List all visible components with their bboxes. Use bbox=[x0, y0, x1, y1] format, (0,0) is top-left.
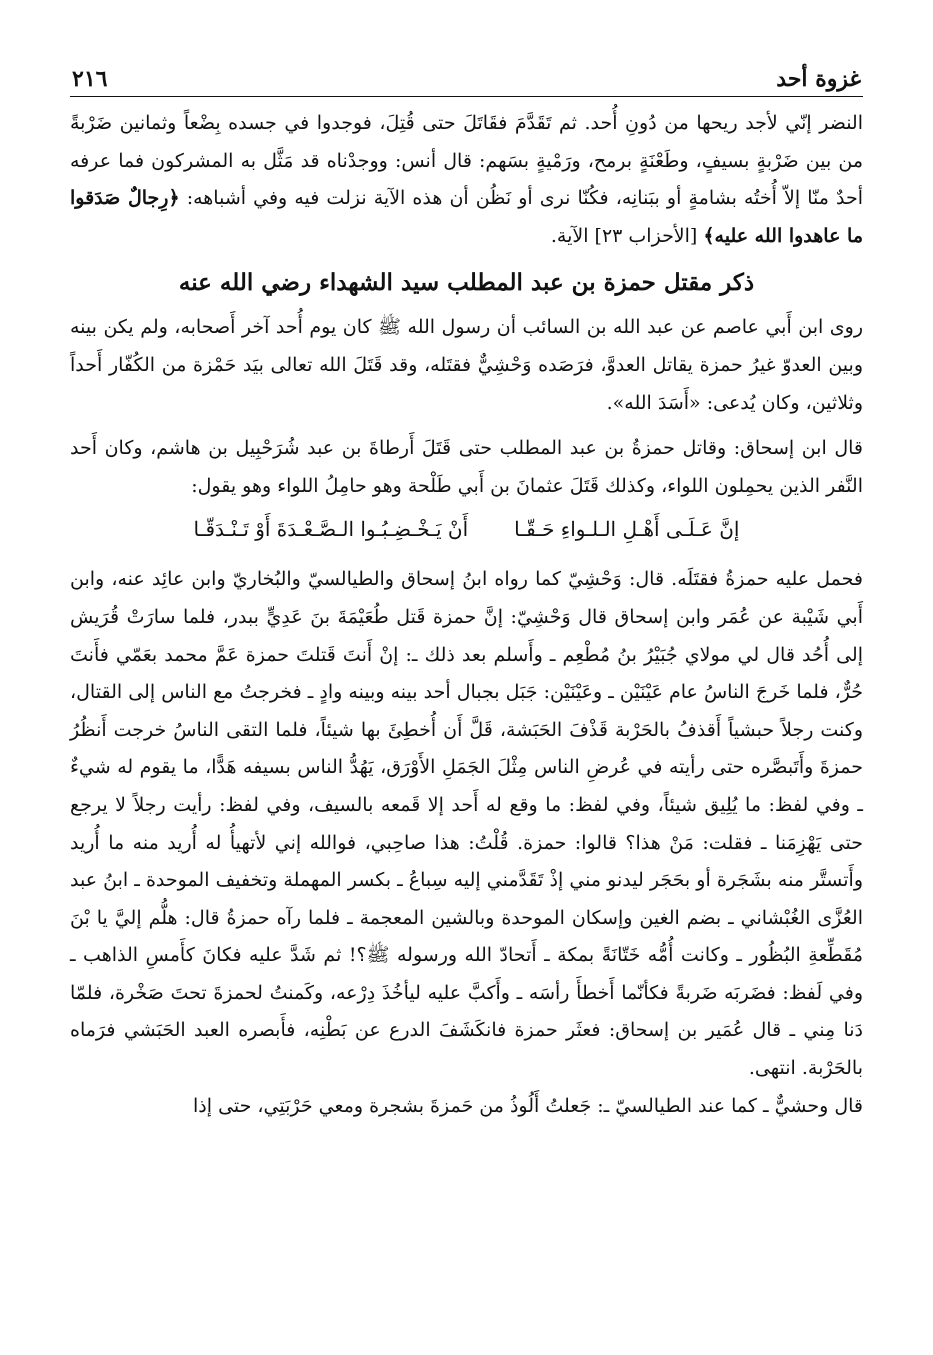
book-page bbox=[70, 52, 863, 1335]
verse-hemistich-second: أَنْ يَـخْـضِـبُـوا الـصَّـعْـدَةَ أَوْ تَـنْـدَقّـا bbox=[193, 517, 469, 542]
paragraph-ibn-abi-asim: روى ابن أَبي عاصم عن عبد الله بن السائب أن رسول الله ﷺ كان يوم أُحد آخر أَصحابه، ولم يكن بينه وبين العدوّ غيرُ حمزة يقاتل العدوَّ، فرَصَده وَحْشِيٌّ فقتَله، وقد قَتَلَ الله تعالى بيَد حَمْزة من الكُفّار أَحداً وثلاثين، وكان يُدعى: «أَسَدَ الله». bbox=[70, 316, 863, 414]
running-header bbox=[70, 52, 863, 97]
paragraph-text: النضر إنّي لأجد ريحها من دُونِ أُحد. ثم تَقَدَّمَ فقَاتَلَ حتى قُتِلَ، فوجدوا في جسده بِضْعاً وثمانين ضَرْبةً من بين ضَرْبةٍ بسيفٍ، وطَعْنَةٍ برمح، ورَمْيةٍ بسَهم: قال أنس: ووجدْناه قد مَثَّل به المشركون فما عرفه أحدٌ منّا إلاّ أُختُه بشامةٍ أو ببَنانِه، فكُنّا نرى أو نَظُن أن هذه الآية نزلت فيه وفي أشباهه: bbox=[70, 112, 864, 210]
poem-verse bbox=[70, 507, 863, 551]
page-body bbox=[70, 105, 863, 1125]
quran-quote: ﴿رِجالٌ صَدَقوا ما عاهدوا الله عليه﴾ bbox=[70, 187, 863, 247]
paragraph-tayalisi: قال وحشيٌّ ـ كما عند الطيالسيّ ـ: جَعلتُ أَلُوذُ من حَمزةَ بشجرة ومعي حَرْبَتِي، حتى إذا bbox=[193, 1094, 863, 1117]
paragraph-anas-hadith bbox=[70, 105, 863, 255]
paragraph-ibn-ishaq: قال ابن إسحاق: وقاتل حمزةُ بن عبد المطلب حتى قَتَلَ أَرطاةَ بن عبد شُرَحْبِيل بن هاشم، وكان أَحد النَّفر الذين يحمِلون اللواء، وكذلك قَتَلَ عثمانَ بن أَبي طَلْحة وهو حامِلُ اللواء وهو يقول: bbox=[70, 437, 863, 497]
section-title: غزوة أحد bbox=[776, 66, 861, 92]
verse-hemistich-first: إنَّ عَـلَـى أَهْـلِ الـلـواءِ حَـقّـا bbox=[514, 517, 740, 542]
chapter-heading: ذكر مقتل حمزة بن عبد المطلب سيد الشهداء رضي الله عنه bbox=[178, 269, 755, 297]
paragraph-wahshi-narration: فحمل عليه حمزةُ فقتَلَه. قال: وَحْشِيّ كما رواه ابنُ إسحاق والطيالسيّ والبُخاريّ وابن عائِد عنه، وابن أَبي شَيْبة عن عُمَر وابن إسحاق قال وَحْشِيّ: إنَّ حمزة قَتل طُعَيْمَةَ بنَ عَدِيٍّ ببدر، فلما سارَتْ قُرَيش إلى أُحُد قال لي مولاي جُبَيْرُ بنُ مُطْعِم ـ وأَسلم بعد ذلك ـ: إنْ أَنتَ قَتلتَ حمزة عَمَّ محمد بعَمّي فأَنتَ حُرٌّ، فلما خَرجَ الناسُ عام عَيْنَيْن ـ وعَيْنَيْن: جَبَل بجبال أحد بينه وبينه وادٍ ـ فخرجتُ مع الناس إلى القتال، وكنت رجلاً حبشياً أَقذفُ بالحَرْبة قَذْفَ الحَبَشة، قَلَّ أَن أُخطِئَ بها شيئاً، فلما التقى الناسُ خرجت أَنظُرُ حمزةَ وأَتَبصَّره حتى رأيته في عُرضِ الناس مِثْلَ الجَمَلِ الأَوْرَق، يَهُدُّ الناس بسيفه هَدًّا، ما يقوم له شيءٌ ـ وفي لفظ: ما يُلِيق شيئاً، وفي لفظ: ما وقع له أَحد إلا قَمعه بالسيف، وفي لفظ: رأيت رجلاً لا يرجع حتى يَهْزِمَنا ـ فقلت: مَنْ هذا؟ قالوا: حمزة. قُلْتُ: هذا صاحِبي، فوالله إني لأتهيأُ له أُريد منه ما أُريد وأَتستَّر منه بشَجَرة أو بحَجَر ليدنو مني إذْ تَقَدَّمني إليه سِباعُ ـ بكسر المهملة وتخفيف الموحدة ـ ابنُ عبد العُزَّى الغُبْشاني ـ بضم الغين وإسكان الموحدة وبالشين المعجمة ـ فلما رآه حمزةُ قال: هلُّم إليَّ يا بْنَ مُقَطِّعةِ البُظُور ـ وكانت أُمُّه خَتّانَةً بمكة ـ أَتحادّ الله ورسوله ﷺ؟! ثم شَدَّ عليه فكانَ كأَمسِ الذاهب ـ وفي لَفظ: فضَربَه ضَربةً فكأنّما أَخطأَ رأسَه ـ وأَكبَّ عليه ليأخُذَ دِرْعه، وكَمنتُ لحمزةَ تحتَ صَخْرة، فلمّا دَنا مِني ـ قال عُمَير بن إسحاق: فعثَر حمزة فانكَشَفَ الدرع عن بَطْنِه، فأَبصره العبد الحَبَشي فرَماه بالحَرْبة. انتهى. bbox=[70, 568, 864, 1080]
quran-reference: [الأحزاب ٢٣] الآية. bbox=[550, 224, 704, 247]
page-number: ٢١٦ bbox=[72, 66, 108, 92]
